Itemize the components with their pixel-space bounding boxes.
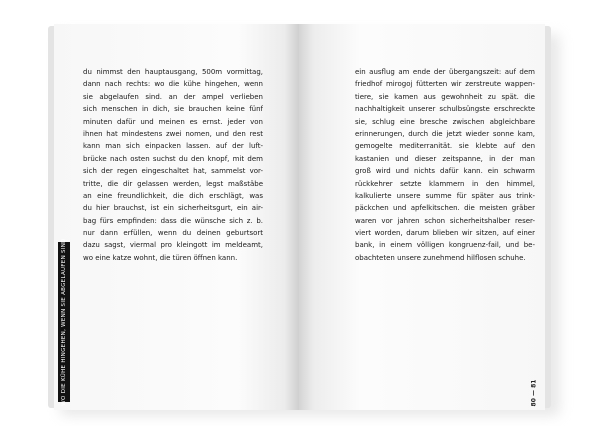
text-line: gemogelte mediterranität. sie klebte auf den	[355, 142, 535, 151]
text-line: dazu sagst, viermal pro kleingott im meldeamt,	[83, 241, 263, 250]
left-page-text	[83, 66, 263, 264]
text-line: päckchen und apfelkitschen. die meisten gräber	[355, 204, 535, 213]
text-line: tritte, die dir gelassen werden, legst maßstäbe	[83, 179, 263, 188]
text-line: an eine freundlichkeit, die dich erschlägt, was	[83, 191, 263, 200]
text-line: sie abgelaufen sind. an der ampel verlieben	[83, 92, 263, 101]
page-number	[529, 378, 539, 408]
text-line: kalkulierte unsere summe für später aus trink-	[355, 191, 535, 200]
text-line: erinnerungen, durch die jetzt wieder sonne kam,	[355, 129, 535, 138]
text-line: du nimmst den hauptausgang, 500m vormittag,	[83, 68, 263, 76]
text-line: bank, in einem völligen kongruenz-fail, und be-	[355, 241, 535, 250]
running-head-label: WO DIE KÜHE HINGEHEN, WENN SIE ABGELAUFEN SIND	[61, 238, 67, 406]
text-line: sie, schlug eine bresche zwischen abgleichbare	[355, 117, 535, 126]
text-line: rückkehrer setzte klammern in den himmel,	[355, 179, 535, 188]
text-line: viert worden, darum blieben wir sitzen, auf einer	[355, 229, 535, 238]
text-line: obachteten unsere zunehmend hilflosen schuhe.	[355, 253, 526, 262]
text-line: friedhof mirogoj fütterten wir zerstreute wappen-	[355, 80, 535, 89]
text-line: groß wird und nichts dafür kann. ein schwarm	[355, 167, 535, 176]
text-line: du hier brauchst, ist ein sicherheitsgurt, ein air-	[83, 204, 263, 213]
text-line: waren vor jahren schon sicherheitshalber reser-	[355, 216, 535, 225]
right-page-edge	[545, 26, 551, 408]
text-line: bag fürs empfinden: dass die wünsche sich z. b.	[83, 216, 263, 225]
running-head	[58, 238, 70, 406]
right-page-text	[355, 66, 535, 264]
text-line: tiere, sie kamen aus gewohnheit zu spät. die	[355, 92, 535, 101]
text-line: brücke nach osten suchst du den knopf, mit dem	[83, 154, 263, 163]
text-line: ein ausflug am ende der übergangszeit: auf dem	[355, 68, 535, 76]
page-number-label: 80 — 81	[530, 379, 538, 407]
text-line: nur dann erfüllen, wenn du deinen geburtsort	[83, 229, 263, 238]
text-line: kastanien und dieser zeitspanne, in der man	[355, 154, 535, 163]
text-line: dann nach rechts: wo die kühe hingehen, wenn	[83, 80, 263, 89]
text-line: minuten dafür und meinen es ernst. jeder von	[83, 117, 263, 126]
text-line: wo eine katze wohnt, die türen öffnen kann.	[83, 253, 238, 262]
text-line: sich menschen in dich, sie brauchen keine fünf	[83, 105, 263, 114]
text-line: nachhaltigkeit unserer schulbsüngste erschreckte	[355, 105, 535, 114]
text-line: kann man sich einpacken lassen. auf der luft-	[83, 142, 263, 151]
text-line: sich der regen eingeschaltet hat, sammelst vor-	[83, 167, 263, 176]
text-line: ihnen hat mindestens zwei nomen, und den rest	[83, 129, 263, 138]
